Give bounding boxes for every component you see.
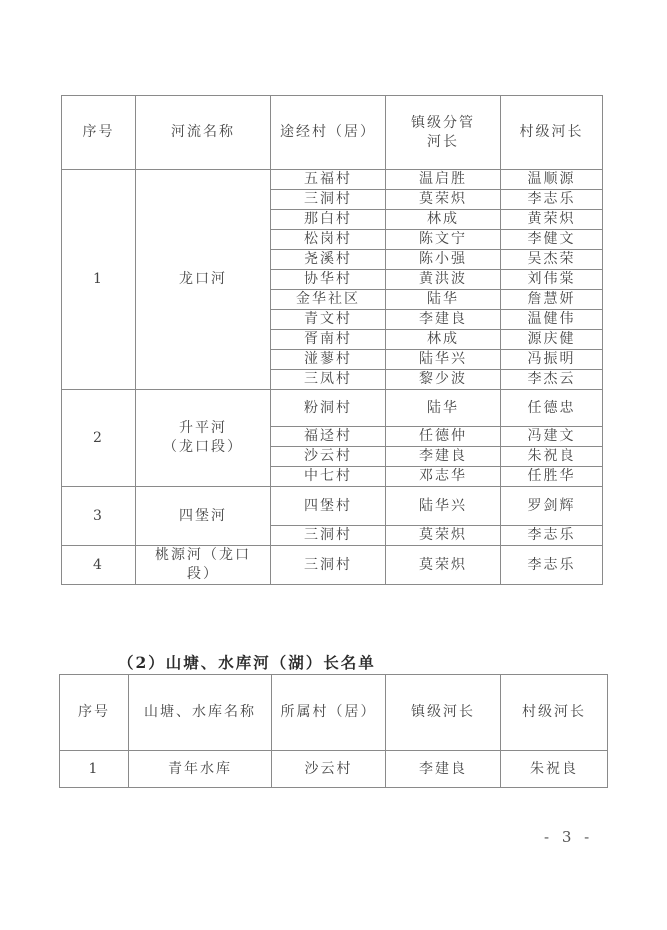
header-villages: 途经村（居） — [271, 96, 386, 170]
table-row — [60, 751, 608, 788]
town-chief-cell: 邓志华 — [386, 467, 501, 487]
village-chief-cell: 吴杰荣 — [501, 250, 603, 270]
header-no: 序号 — [62, 96, 136, 170]
town-chief-cell: 陈小强 — [386, 250, 501, 270]
reservoir-chief-table — [59, 674, 608, 788]
village-cell: 胥南村 — [271, 330, 386, 350]
group-no: 4 — [62, 546, 136, 585]
group-river: 四堡河 — [136, 487, 271, 546]
town-chief-cell: 莫荣炽 — [386, 526, 501, 546]
village-chief-cell: 朱祝良 — [501, 751, 608, 788]
header-town-chief: 镇级河长 — [386, 675, 501, 751]
table-row — [62, 546, 603, 585]
town-chief-cell: 温启胜 — [386, 170, 501, 190]
group-river: 龙口河 — [136, 170, 271, 390]
header-river-name: 河流名称 — [136, 96, 271, 170]
village-cell: 三洞村 — [271, 546, 386, 585]
town-chief-cell: 陆华 — [386, 290, 501, 310]
table-row — [62, 487, 603, 526]
village-chief-cell: 任胜华 — [501, 467, 603, 487]
header-town-chief-line2: 河长 — [427, 133, 459, 150]
header-town-chief — [386, 96, 501, 170]
village-cell: 五福村 — [271, 170, 386, 190]
town-chief-cell: 莫荣炽 — [386, 190, 501, 210]
town-chief-cell: 陆华 — [386, 390, 501, 427]
group-no: 1 — [62, 170, 136, 390]
group-river-line1: 升平河 — [179, 420, 227, 436]
village-cell: 那白村 — [271, 210, 386, 230]
group-river-line2: （龙口段） — [163, 439, 243, 455]
village-chief-cell: 李健文 — [501, 230, 603, 250]
village-chief-cell: 李志乐 — [501, 190, 603, 210]
town-chief-cell: 林成 — [386, 330, 501, 350]
town-chief-cell: 陆华兴 — [386, 487, 501, 526]
reservoir-cell: 青年水库 — [129, 751, 272, 788]
village-cell: 松岗村 — [271, 230, 386, 250]
table-header-row — [60, 675, 608, 751]
river-chief-table — [61, 95, 603, 585]
village-cell: 四堡村 — [271, 487, 386, 526]
village-cell: 沙云村 — [271, 447, 386, 467]
section-title: （2）山塘、水库河（湖）长名单 — [118, 653, 376, 672]
village-cell: 三洞村 — [271, 526, 386, 546]
group-no: 3 — [62, 487, 136, 546]
table-row — [62, 170, 603, 190]
header-no: 序号 — [60, 675, 129, 751]
town-chief-cell: 林成 — [386, 210, 501, 230]
village-chief-cell: 温顺源 — [501, 170, 603, 190]
no-cell: 1 — [60, 751, 129, 788]
header-village: 所属村（居） — [272, 675, 386, 751]
header-reservoir-name: 山塘、水库名称 — [129, 675, 272, 751]
village-chief-cell: 刘伟棠 — [501, 270, 603, 290]
group-river — [136, 546, 271, 585]
village-chief-cell: 罗剑辉 — [501, 487, 603, 526]
village-chief-cell: 李杰云 — [501, 370, 603, 390]
village-chief-cell: 任德忠 — [501, 390, 603, 427]
village-cell: 三凤村 — [271, 370, 386, 390]
village-chief-cell: 李志乐 — [501, 526, 603, 546]
village-cell: 沙云村 — [272, 751, 386, 788]
table-header-row — [62, 96, 603, 170]
group-river — [136, 390, 271, 487]
village-chief-cell: 温健伟 — [501, 310, 603, 330]
village-cell: 协华村 — [271, 270, 386, 290]
town-chief-cell: 黎少波 — [386, 370, 501, 390]
group-river-line2: 段） — [187, 566, 219, 582]
village-cell: 金华社区 — [271, 290, 386, 310]
village-cell: 福迳村 — [271, 427, 386, 447]
village-cell: 尧溪村 — [271, 250, 386, 270]
village-cell: 粉洞村 — [271, 390, 386, 427]
village-chief-cell: 黄荣炽 — [501, 210, 603, 230]
header-town-chief-line1: 镇级分管 — [411, 114, 475, 131]
town-chief-cell: 任德仲 — [386, 427, 501, 447]
town-chief-cell: 李建良 — [386, 310, 501, 330]
town-chief-cell: 陈文宁 — [386, 230, 501, 250]
table-row — [62, 390, 603, 427]
village-chief-cell: 李志乐 — [501, 546, 603, 585]
header-village-chief: 村级河长 — [501, 675, 608, 751]
village-chief-cell: 冯振明 — [501, 350, 603, 370]
header-village-chief: 村级河长 — [501, 96, 603, 170]
group-no: 2 — [62, 390, 136, 487]
village-cell: 青文村 — [271, 310, 386, 330]
town-chief-cell: 莫荣炽 — [386, 546, 501, 585]
page-number: - 3 - — [544, 828, 594, 846]
village-chief-cell: 冯建文 — [501, 427, 603, 447]
village-chief-cell: 源庆健 — [501, 330, 603, 350]
town-chief-cell: 李建良 — [386, 751, 501, 788]
town-chief-cell: 李建良 — [386, 447, 501, 467]
village-chief-cell: 詹慧妍 — [501, 290, 603, 310]
village-cell: 湴蓼村 — [271, 350, 386, 370]
town-chief-cell: 黄洪波 — [386, 270, 501, 290]
group-river-line1: 桃源河（龙口 — [155, 547, 251, 563]
town-chief-cell: 陆华兴 — [386, 350, 501, 370]
village-cell: 三洞村 — [271, 190, 386, 210]
village-cell: 中七村 — [271, 467, 386, 487]
village-chief-cell: 朱祝良 — [501, 447, 603, 467]
